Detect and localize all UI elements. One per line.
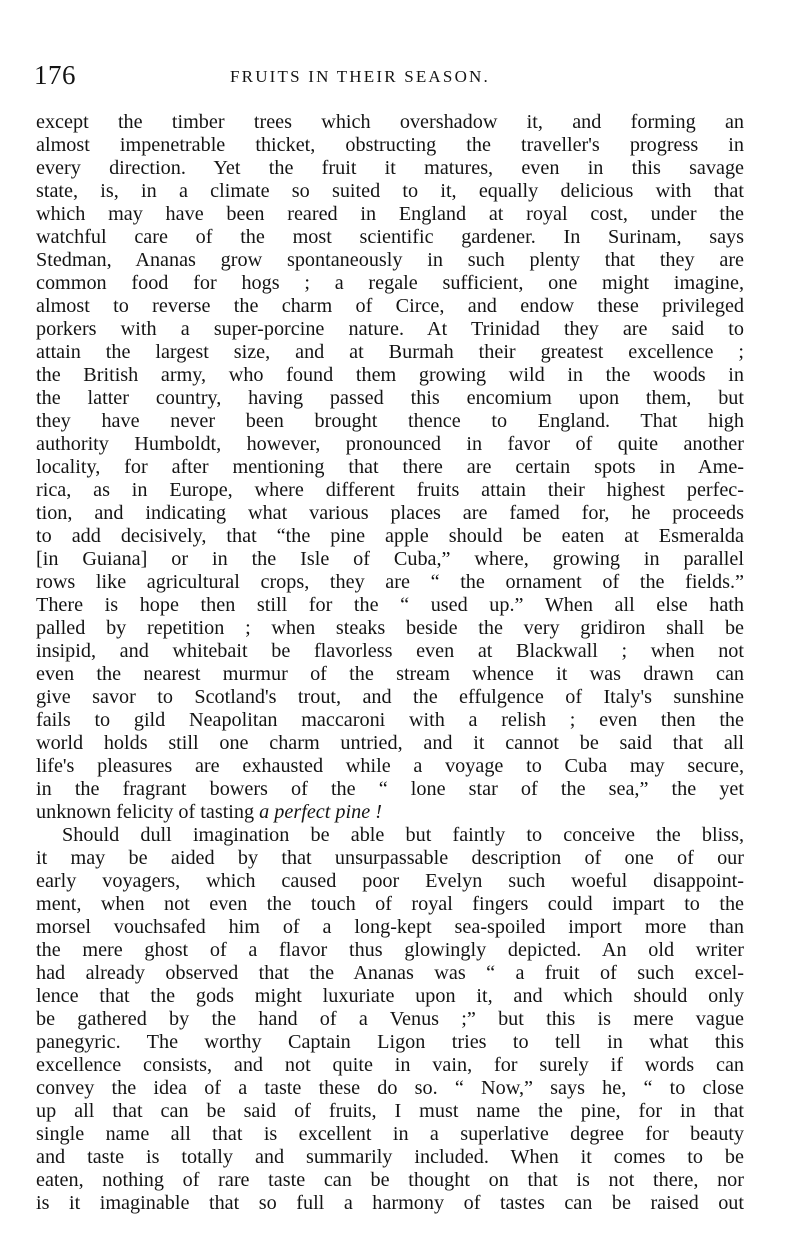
text-line: single name all that is excellent in a superlative degree for beauty [36,1123,744,1145]
text-line: state, is, in a climate so suited to it, equally delicious with that [36,180,744,202]
text-line: rows like agricultural crops, they are “ the ornament of the fields.” [36,571,744,593]
text-line: ment, when not even the touch of royal fingers could impart to the [36,893,744,915]
text-line: the mere ghost of a flavor thus glowingly depicted. An old writer [36,939,744,961]
text-line: up all that can be said of fruits, I must name the pine, for in that [36,1100,744,1122]
text-line: in the fragrant bowers of the “ lone star of the sea,” the yet [36,778,744,800]
text-line: early voyagers, which caused poor Evelyn such woeful disappoint- [36,870,744,892]
text-line: is it imaginable that so full a harmony of tastes can be raised out [36,1192,744,1214]
text-line: rica, as in Europe, where different fruits attain their highest perfec- [36,479,744,501]
text-line: almost to reverse the charm of Circe, and endow these privileged [36,295,744,317]
text-line: convey the idea of a taste these do so. “ Now,” says he, “ to close [36,1077,744,1099]
text-line: There is hope then still for the “ used up.” When all else hath [36,594,744,616]
text-line: and taste is totally and summarily included. When it comes to be [36,1146,744,1168]
text-line-final [36,801,744,824]
text-line: Stedman, Ananas grow spontaneously in such plenty that they are [36,249,744,271]
italic-phrase: a perfect pine ! [259,801,382,823]
text-line: morsel vouchsafed him of a long-kept sea-spoiled import more than [36,916,744,938]
text-line: authority Humboldt, however, pronounced in favor of quite another [36,433,744,455]
text-line: it may be aided by that unsurpassable description of one of our [36,847,744,869]
text-line: locality, for after mentioning that there are certain spots in Ame- [36,456,744,478]
text-line: watchful care of the most scientific gardener. In Surinam, says [36,226,744,248]
text-line: panegyric. The worthy Captain Ligon tries to tell in what this [36,1031,744,1053]
text-line: life's pleasures are exhausted while a voyage to Cuba may secure, [36,755,744,777]
text-line: common food for hogs ; a regale sufficient, one might imagine, [36,272,744,294]
body-text [36,111,744,1215]
text-line: insipid, and whitebait be flavorless even at Blackwall ; when not [36,640,744,662]
text-line: every direction. Yet the fruit it matures, even in this savage [36,157,744,179]
text-line: to add decisively, that “the pine apple should be eaten at Esmeralda [36,525,744,547]
text-line: almost impenetrable thicket, obstructing the traveller's progress in [36,134,744,156]
text-line: which may have been reared in England at royal cost, under the [36,203,744,225]
text-line: they have never been brought thence to England. That high [36,410,744,432]
text-line: except the timber trees which overshadow it, and forming an [36,111,744,133]
running-title: FRUITS IN THEIR SEASON. [230,67,490,86]
text-line: the British army, who found them growing wild in the woods in [36,364,744,386]
page-number: 176 [34,60,76,90]
running-head [34,58,754,92]
text-line: Should dull imagination be able but faintly to conceive the bliss, [62,824,744,846]
text-line: world holds still one charm untried, and it cannot be said that all [36,732,744,754]
text-line: fails to gild Neapolitan maccaroni with a relish ; even then the [36,709,744,731]
text-line: lence that the gods might luxuriate upon it, and which should only [36,985,744,1007]
text-line: [in Guiana] or in the Isle of Cuba,” where, growing in parallel [36,548,744,570]
text-line: eaten, nothing of rare taste can be thought on that is not there, nor [36,1169,744,1191]
text-line: palled by repetition ; when steaks beside the very gridiron shall be [36,617,744,639]
text-line: give savor to Scotland's trout, and the effulgence of Italy's sunshine [36,686,744,708]
text-line: had already observed that the Ananas was “ a fruit of such excel- [36,962,744,984]
text-line: porkers with a super-porcine nature. At Trinidad they are said to [36,318,744,340]
text-line: even the nearest murmur of the stream whence it was drawn can [36,663,744,685]
text-line: the latter country, having passed this encomium upon them, but [36,387,744,409]
paragraph-1 [36,111,744,824]
text-line: excellence consists, and not quite in vain, for surely if words can [36,1054,744,1076]
text-line: tion, and indicating what various places are famed for, he proceeds [36,502,744,524]
text-line: attain the largest size, and at Burmah their greatest excellence ; [36,341,744,363]
paragraph-2 [36,824,744,1215]
text-run: unknown felicity of tasting [36,801,260,823]
text-line: be gathered by the hand of a Venus ;” but this is mere vague [36,1008,744,1030]
